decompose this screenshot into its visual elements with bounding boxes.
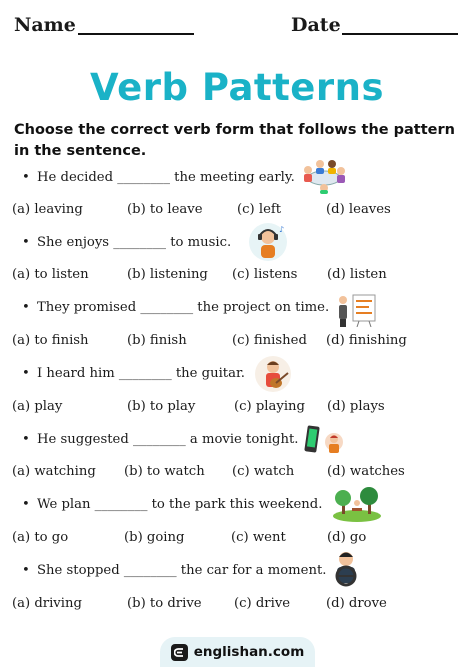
question-text: She enjoys ________ to music. <box>37 235 232 250</box>
option-b[interactable]: (b) to drive <box>127 596 202 611</box>
question-4: • I heard him ________ the guitar. <box>22 366 245 381</box>
option-d[interactable]: (d) leaves <box>326 202 391 217</box>
option-a[interactable]: (a) to go <box>12 530 69 545</box>
question-text: He suggested ________ a movie tonight. <box>37 432 299 447</box>
presenter-board-icon <box>335 293 379 327</box>
question-5: • He suggested ________ a movie tonight. <box>22 432 299 447</box>
instructions: Choose the correct verb form that follows the pattern in the sentence. <box>14 122 455 159</box>
svg-text:♪: ♪ <box>279 225 285 234</box>
question-3: • They promised ________ the project on time. <box>22 300 330 315</box>
option-d[interactable]: (d) watches <box>327 464 405 479</box>
option-b[interactable]: (b) to watch <box>124 464 205 479</box>
question-text: I heard him ________ the guitar. <box>37 366 245 381</box>
footer-site-text[interactable]: englishan.com <box>193 644 305 660</box>
girl-listening-music-icon <box>248 222 288 262</box>
question-text: They promised ________ the project on time. <box>37 300 330 315</box>
question-text: He decided ________ the meeting early. <box>37 170 295 185</box>
question-text: She stopped ________ the car for a moment. <box>37 563 327 578</box>
option-a[interactable]: (a) driving <box>12 596 82 611</box>
question-2: • She enjoys ________ to music. <box>22 235 232 250</box>
option-b[interactable]: (b) finish <box>127 333 187 348</box>
question-text: We plan ________ to the park this weekend. <box>37 497 323 512</box>
option-b[interactable]: (b) to play <box>127 399 196 414</box>
option-c[interactable]: (c) playing <box>234 399 305 414</box>
question-7: • She stopped ________ the car for a moment. <box>22 563 327 578</box>
option-c[interactable]: (c) listens <box>232 267 298 282</box>
option-a[interactable]: (a) leaving <box>12 202 83 217</box>
option-d[interactable]: (d) drove <box>326 596 387 611</box>
footer-badge[interactable] <box>160 637 315 667</box>
option-b[interactable]: (b) going <box>124 530 185 545</box>
driver-steering-icon <box>328 549 364 589</box>
option-b[interactable]: (b) listening <box>127 267 208 282</box>
name-label: Name <box>14 14 76 36</box>
question-6: • We plan ________ to the park this weekend. <box>22 497 323 512</box>
question-1: • He decided ________ the meeting early. <box>22 170 295 185</box>
option-c[interactable]: (c) went <box>231 530 286 545</box>
meeting-table-icon <box>300 156 348 194</box>
date-label: Date <box>291 14 341 36</box>
option-a[interactable]: (a) play <box>12 399 63 414</box>
name-field-line[interactable] <box>78 33 194 35</box>
option-b[interactable]: (b) to leave <box>127 202 203 217</box>
option-d[interactable]: (d) go <box>327 530 367 545</box>
option-c[interactable]: (c) left <box>237 202 282 217</box>
option-d[interactable]: (d) plays <box>327 399 385 414</box>
option-a[interactable]: (a) watching <box>12 464 96 479</box>
boy-guitar-icon <box>254 355 292 393</box>
option-a[interactable]: (a) to listen <box>12 267 89 282</box>
englishan-logo-icon <box>171 644 188 661</box>
date-field-line[interactable] <box>342 33 458 35</box>
park-trees-icon <box>332 486 382 522</box>
option-c[interactable]: (c) watch <box>232 464 295 479</box>
option-d[interactable]: (d) listen <box>327 267 387 282</box>
phone-movie-icon <box>302 424 344 458</box>
option-c[interactable]: (c) finished <box>232 333 307 348</box>
page-title: Verb Patterns <box>90 66 384 109</box>
option-c[interactable]: (c) drive <box>234 596 291 611</box>
option-d[interactable]: (d) finishing <box>326 333 407 348</box>
option-a[interactable]: (a) to finish <box>12 333 89 348</box>
